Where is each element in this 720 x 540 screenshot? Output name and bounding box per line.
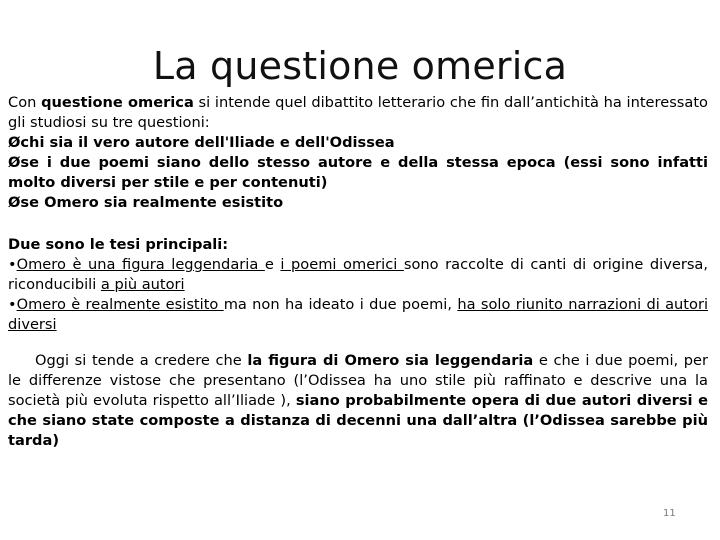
question-item: Øse i due poemi siano dello stesso autore e della stessa epoca (essi sono infatti molto diversi per stile e per contenuti) bbox=[8, 154, 708, 191]
thesis-item: •Omero è una figura leggendaria e i poemi omerici sono raccolte di canti di origine diversa, riconducibili a più autori bbox=[8, 256, 709, 293]
conclusion-paragraph: Oggi si tende a credere che la figura di Omero sia leggendaria e che i due poemi, per le differenze vistose che presentano (l’Odissea ha uno stile più raffinato e descrive una la società più evoluta rispetto all’Iliade ), siano probabilmente opera di due autori diversi e che siano state composte a distanza di decenni una dall’altra (l’Odissea sarebbe più tarda) bbox=[8, 352, 709, 449]
page-number: 11 bbox=[663, 508, 676, 519]
intro-paragraph: Con questione omerica si intende quel dibattito letterario che fin dall’antichità ha interessato gli studiosi su tre questioni: bbox=[8, 94, 708, 131]
arrow-bullet-icon: Ø bbox=[8, 154, 21, 171]
thesis-item: •Omero è realmente esistito ma non ha ideato i due poemi, ha solo riunito narrazioni di autori diversi bbox=[8, 296, 709, 333]
term-questione-omerica: questione omerica bbox=[41, 94, 194, 111]
question-item: Øse Omero sia realmente esistito bbox=[8, 194, 284, 211]
dot-bullet-icon: • bbox=[8, 256, 17, 273]
dot-bullet-icon: • bbox=[8, 296, 17, 313]
thesis-heading: Due sono le tesi principali: bbox=[8, 236, 229, 253]
question-item: Øchi sia il vero autore dell'Iliade e dell'Odissea bbox=[8, 134, 395, 151]
slide-title: La questione omerica bbox=[152, 44, 568, 88]
slide-body bbox=[8, 93, 708, 451]
arrow-bullet-icon: Ø bbox=[8, 134, 21, 151]
arrow-bullet-icon: Ø bbox=[8, 194, 21, 211]
